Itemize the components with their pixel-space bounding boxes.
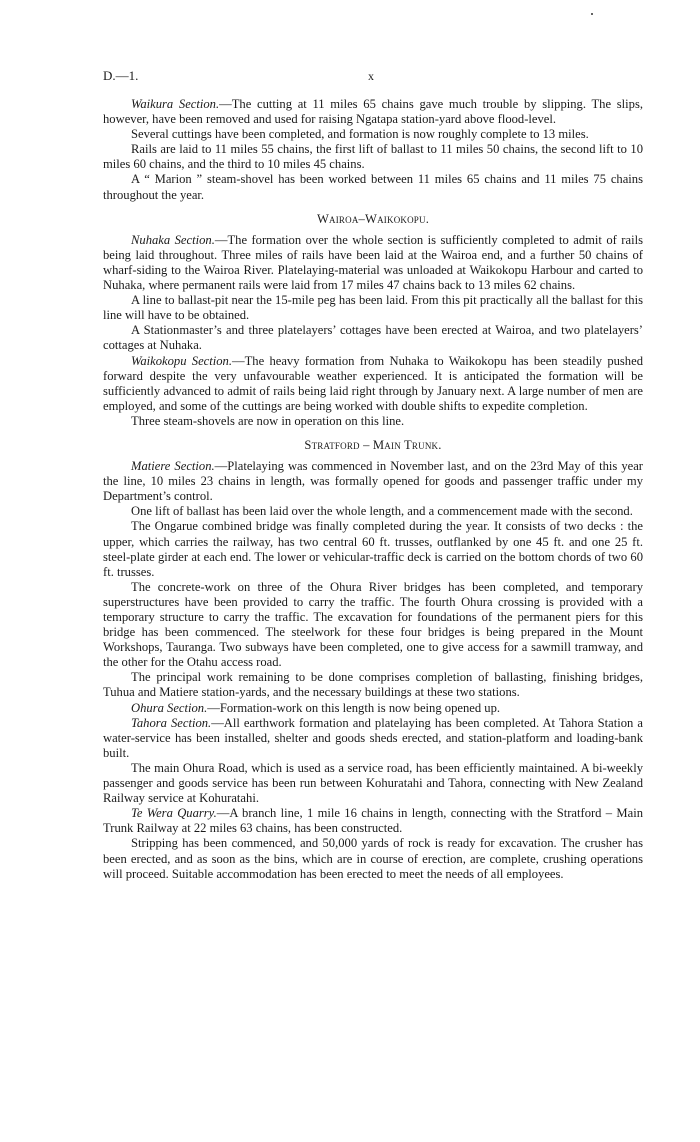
paragraph-lead: Waikura Section. [131,97,220,111]
page-number: x [368,69,374,83]
section-heading: Stratford – Main Trunk. [304,437,442,452]
paragraph [103,580,643,671]
paragraph-text: —Platelaying was commenced in November last, and on the 23rd May of this year the line, 10 miles 23 chains in length, was formally opened for goods and passenger traffic under my Department’s control. [103,459,644,504]
paragraph-lead: Waikokopu Section. [131,353,232,368]
paragraph-text: Rails are laid to 11 miles 55 chains, the first lift of ballast to 11 miles 50 chains, the second lift to 10 miles 60 chains, and the third to 10 miles 45 chains. [103,142,643,172]
paragraph-lead: Te Wera Quarry. [131,806,217,821]
paragraph-text: The Ongarue combined bridge was finally completed during the year. It consists of two decks : the upper, which carries the railway, has two central 60 ft. trusses, outflanked by one 45 ft. and one 25 ft. steel-plate girder at each end. The lower or vehicular-traffic deck is carried on the bottom chords of two 60 ft. trusses. [103,519,643,579]
paragraph-text: —The cutting at 11 miles 65 chains gave much trouble by slipping. The slips, however, have been removed and used for raising Ngatapa station-yard above flood-level. [103,97,643,127]
section-heading: Wairoa–Waikokopu. [316,211,430,226]
paragraph-text: A “ Marion ” steam-shovel has been worked between 11 miles 65 chains and 11 miles 75 chains throughout the year. [103,172,643,202]
paragraph-text: —The formation over the whole section is sufficiently completed to admit of rails being laid throughout. Three miles of rails have been laid at the Wairoa end, and a further 50 chains of wharf-siding to the Wairoa River. Platelaying-material was unloaded at Waikokopu Harbour and carted to Nuhaka, where permanent rails were laid from 17 miles 47 chains back to 13 miles 62 chains. [103,232,643,293]
paragraph [103,127,643,142]
document-reference: D.—1. [103,68,139,83]
paragraph [103,701,643,716]
paragraph-text: A Stationmaster’s and three platelayers’ cottages have been erected at Wairoa, and two platelayers’ cottages at Nuhaka. [103,323,643,353]
paragraph-text: —A branch line, 1 mile 16 chains in length, connecting with the Stratford – Main Trunk Railway at 22 miles 63 chains, has been constructed. [103,806,643,836]
paragraph-text: Three steam-shovels are now in operation on this line. [131,413,405,428]
paragraph [103,504,643,519]
paragraph-text: The principal work remaining to be done comprises completion of ballasting, finishing bridges, Tuhua and Matiere station-yards, and the necessary buildings at these two stations. [103,670,643,700]
document-body [103,97,643,882]
paragraph [103,836,643,881]
paragraph [103,293,643,323]
paragraph-text: Several cuttings have been completed, and formation is now roughly complete to 13 miles. [131,127,589,142]
paragraph-text: The concrete-work on three of the Ohura River bridges has been completed, and temporary superstructures have been provided to carry the traffic. The fourth Ohura crossing is provided with a temporary structure to carry the traffic. The excavation for foundations of the permanent piers for this bridge has been commenced. The steelwork for these four bridges is being prepared in the Mount Workshops, Tauranga. Two subways have been completed, one to give access for a sawmill tramway, and the other for the Otahu access road. [103,579,643,670]
paragraph-text: A line to ballast-pit near the 15-mile peg has been laid. From this pit practically all the ballast for this line will have to be obtained. [103,293,643,323]
paragraph [103,142,643,172]
paragraph [103,716,643,761]
paragraph [103,97,643,127]
paragraph [103,354,643,414]
paragraph-text: —All earthwork formation and platelaying has been completed. At Tahora Station a water-service has been installed, shelter and goods sheds erected, and station-platform and loading-bank built. [103,715,643,760]
paragraph [103,323,643,353]
paragraph-lead: Tahora Section. [131,715,212,730]
paragraph [103,761,643,806]
paragraph-text: The main Ohura Road, which is used as a service road, has been efficiently maintained. A bi-weekly passenger and goods service has been run between Kohuratahi and Tahora, connecting with New Zealand Railway service at Kohuratahi. [103,760,643,806]
page-speck [591,13,593,15]
paragraph-text: —The heavy formation from Nuhaka to Waikokopu has been steadily pushed forward despite the very unfavourable weather experienced. It is anticipated the formation will be sufficiently advanced to admit of rails being laid right through by January next. A large number of men are employed, and some of the cuttings are being worked with double shifts to expedite completion. [103,353,643,413]
paragraph [103,459,643,504]
page-header [103,68,642,84]
paragraph-lead: Ohura Section. [131,700,208,715]
paragraph [103,414,643,429]
paragraph [103,519,643,579]
paragraph [103,806,643,836]
paragraph-text: One lift of ballast has been laid over the whole length, and a commencement made with the second. [131,504,633,519]
section-0 [103,97,643,203]
paragraph-lead: Nuhaka Section. [131,232,215,247]
paragraph [103,233,643,293]
paragraph-text: Stripping has been commenced, and 50,000 yards of rock is ready for excavation. The crusher has been erected, and as soon as the bins, which are in course of erection, are complete, crushing operations will proceed. Suitable accommodation has been erected to meet the needs of all employees. [103,836,643,881]
section-1 [103,212,643,429]
paragraph [103,670,643,700]
paragraph-lead: Matiere Section. [131,459,215,474]
section-2 [103,438,643,882]
paragraph-text: —Formation-work on this length is now being opened up. [207,700,501,715]
paragraph [103,172,643,202]
